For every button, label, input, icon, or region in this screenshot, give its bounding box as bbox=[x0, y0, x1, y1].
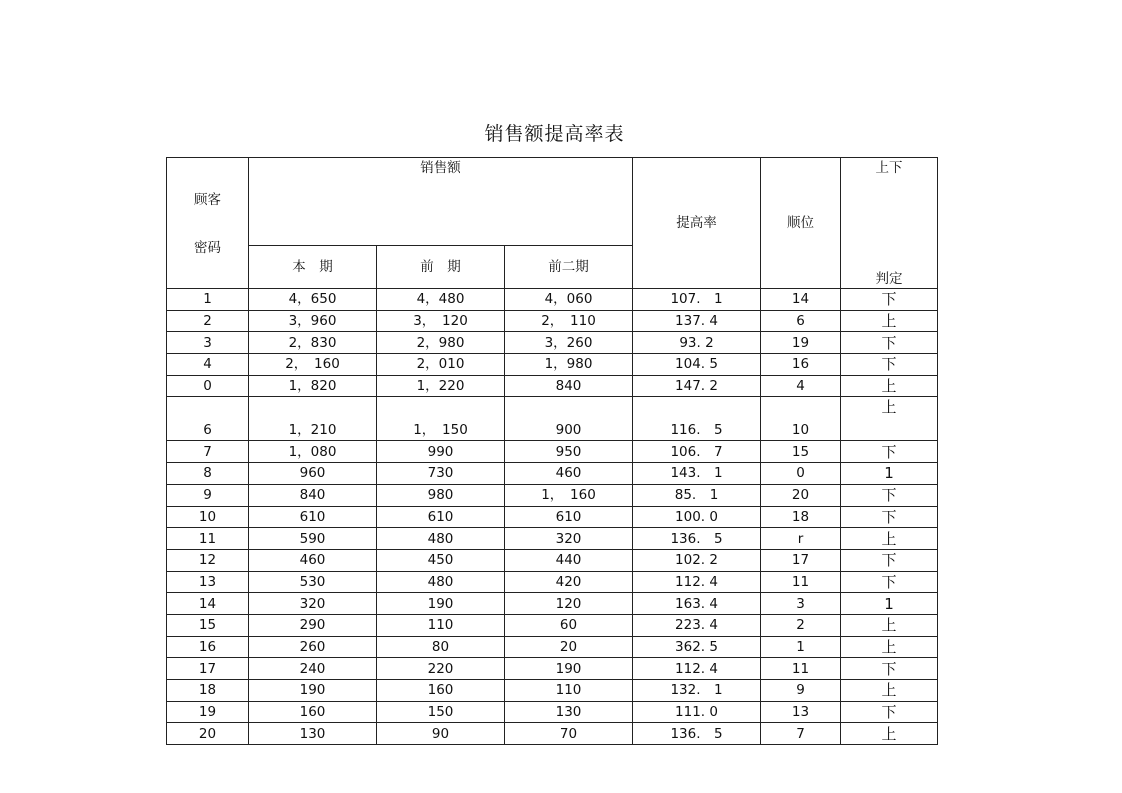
cell-customer-code: 2 bbox=[167, 310, 249, 332]
cell-current-period: 320 bbox=[249, 593, 377, 615]
cell-before-previous-period: 320 bbox=[505, 528, 633, 550]
cell-rate: 111. 0 bbox=[633, 701, 761, 723]
cell-before-previous-period: 1，980 bbox=[505, 354, 633, 376]
table-row bbox=[167, 636, 938, 658]
cell-judge: 上 bbox=[841, 528, 938, 550]
cell-customer-code: 17 bbox=[167, 658, 249, 680]
cell-judge: 下 bbox=[841, 289, 938, 311]
table-row bbox=[167, 441, 938, 463]
header-customer-code-line1: 顾客 bbox=[194, 192, 221, 208]
header-current-period: 本 期 bbox=[249, 246, 377, 289]
cell-rank: 7 bbox=[761, 723, 841, 745]
cell-rate: 112. 4 bbox=[633, 571, 761, 593]
cell-rate: 104. 5 bbox=[633, 354, 761, 376]
cell-previous-period: 4，480 bbox=[377, 289, 505, 311]
cell-customer-code: 10 bbox=[167, 506, 249, 528]
cell-current-period: 4，650 bbox=[249, 289, 377, 311]
cell-judge: 上 bbox=[841, 723, 938, 745]
header-sales: 销售额 bbox=[249, 158, 633, 246]
cell-rank: 4 bbox=[761, 375, 841, 397]
cell-before-previous-period: 20 bbox=[505, 636, 633, 658]
cell-judge: 下 bbox=[841, 549, 938, 571]
table-row bbox=[167, 571, 938, 593]
cell-current-period: 2， 160 bbox=[249, 354, 377, 376]
cell-before-previous-period: 190 bbox=[505, 658, 633, 680]
cell-previous-period: 2，980 bbox=[377, 332, 505, 354]
cell-previous-period: 90 bbox=[377, 723, 505, 745]
cell-judge: 上 bbox=[841, 614, 938, 636]
table-row bbox=[167, 680, 938, 702]
cell-customer-code: 8 bbox=[167, 463, 249, 485]
header-rank: 顺位 bbox=[761, 158, 841, 289]
cell-rate: 85. 1 bbox=[633, 484, 761, 506]
table-row bbox=[167, 463, 938, 485]
cell-customer-code: 4 bbox=[167, 354, 249, 376]
cell-judge: 下 bbox=[841, 701, 938, 723]
cell-rank: 15 bbox=[761, 441, 841, 463]
cell-judge: 下 bbox=[841, 441, 938, 463]
cell-before-previous-period: 1， 160 bbox=[505, 484, 633, 506]
cell-previous-period: 980 bbox=[377, 484, 505, 506]
cell-previous-period: 220 bbox=[377, 658, 505, 680]
cell-rate: 136. 5 bbox=[633, 528, 761, 550]
cell-judge: 下 bbox=[841, 332, 938, 354]
table-row bbox=[167, 354, 938, 376]
cell-previous-period: 1， 150 bbox=[377, 397, 505, 441]
cell-previous-period: 990 bbox=[377, 441, 505, 463]
cell-rank: 9 bbox=[761, 680, 841, 702]
cell-current-period: 3，960 bbox=[249, 310, 377, 332]
page-title: 销售额提高率表 bbox=[484, 123, 625, 145]
table-row bbox=[167, 549, 938, 571]
cell-rank: 13 bbox=[761, 701, 841, 723]
cell-before-previous-period: 420 bbox=[505, 571, 633, 593]
cell-judge: 上 bbox=[841, 310, 938, 332]
table-row bbox=[167, 484, 938, 506]
cell-judge: 下 bbox=[841, 354, 938, 376]
cell-before-previous-period: 2， 110 bbox=[505, 310, 633, 332]
cell-judge: 上 bbox=[841, 397, 938, 441]
cell-customer-code: 0 bbox=[167, 375, 249, 397]
cell-before-previous-period: 130 bbox=[505, 701, 633, 723]
cell-rate: 93. 2 bbox=[633, 332, 761, 354]
cell-customer-code: 1 bbox=[167, 289, 249, 311]
cell-before-previous-period: 900 bbox=[505, 397, 633, 441]
cell-customer-code: 19 bbox=[167, 701, 249, 723]
cell-rate: 147. 2 bbox=[633, 375, 761, 397]
table-row bbox=[167, 658, 938, 680]
cell-before-previous-period: 70 bbox=[505, 723, 633, 745]
cell-before-previous-period: 4，060 bbox=[505, 289, 633, 311]
table-row bbox=[167, 310, 938, 332]
cell-rate: 223. 4 bbox=[633, 614, 761, 636]
header-before-previous-period: 前二期 bbox=[505, 246, 633, 289]
cell-previous-period: 150 bbox=[377, 701, 505, 723]
cell-rank: 6 bbox=[761, 310, 841, 332]
cell-previous-period: 450 bbox=[377, 549, 505, 571]
cell-judge: 下 bbox=[841, 484, 938, 506]
cell-rate: 143. 1 bbox=[633, 463, 761, 485]
cell-customer-code: 11 bbox=[167, 528, 249, 550]
cell-rank: 20 bbox=[761, 484, 841, 506]
table-row bbox=[167, 593, 938, 615]
cell-rate: 116. 5 bbox=[633, 397, 761, 441]
cell-rate: 107. 1 bbox=[633, 289, 761, 311]
table-row bbox=[167, 614, 938, 636]
cell-customer-code: 7 bbox=[167, 441, 249, 463]
cell-before-previous-period: 3，260 bbox=[505, 332, 633, 354]
cell-previous-period: 190 bbox=[377, 593, 505, 615]
cell-rank: 19 bbox=[761, 332, 841, 354]
cell-before-previous-period: 840 bbox=[505, 375, 633, 397]
cell-current-period: 240 bbox=[249, 658, 377, 680]
cell-current-period: 460 bbox=[249, 549, 377, 571]
cell-rate: 132. 1 bbox=[633, 680, 761, 702]
cell-before-previous-period: 120 bbox=[505, 593, 633, 615]
cell-previous-period: 160 bbox=[377, 680, 505, 702]
cell-current-period: 1，080 bbox=[249, 441, 377, 463]
cell-current-period: 840 bbox=[249, 484, 377, 506]
cell-before-previous-period: 460 bbox=[505, 463, 633, 485]
cell-customer-code: 20 bbox=[167, 723, 249, 745]
cell-rate: 137. 4 bbox=[633, 310, 761, 332]
cell-current-period: 530 bbox=[249, 571, 377, 593]
cell-previous-period: 2，010 bbox=[377, 354, 505, 376]
cell-current-period: 160 bbox=[249, 701, 377, 723]
cell-rank: 11 bbox=[761, 571, 841, 593]
cell-current-period: 1，820 bbox=[249, 375, 377, 397]
cell-previous-period: 480 bbox=[377, 571, 505, 593]
header-previous-period: 前 期 bbox=[377, 246, 505, 289]
cell-rate: 112. 4 bbox=[633, 658, 761, 680]
cell-customer-code: 15 bbox=[167, 614, 249, 636]
cell-before-previous-period: 950 bbox=[505, 441, 633, 463]
header-judge-line1: 上下 bbox=[875, 160, 903, 176]
cell-customer-code: 6 bbox=[167, 397, 249, 441]
table-row bbox=[167, 723, 938, 745]
cell-previous-period: 730 bbox=[377, 463, 505, 485]
cell-rank: r bbox=[761, 528, 841, 550]
cell-current-period: 1，210 bbox=[249, 397, 377, 441]
cell-rate: 102. 2 bbox=[633, 549, 761, 571]
cell-judge: 上 bbox=[841, 680, 938, 702]
cell-before-previous-period: 110 bbox=[505, 680, 633, 702]
table-row bbox=[167, 506, 938, 528]
table-row bbox=[167, 375, 938, 397]
cell-judge: 上 bbox=[841, 636, 938, 658]
cell-before-previous-period: 440 bbox=[505, 549, 633, 571]
cell-customer-code: 16 bbox=[167, 636, 249, 658]
cell-current-period: 960 bbox=[249, 463, 377, 485]
cell-customer-code: 3 bbox=[167, 332, 249, 354]
sales-improvement-table bbox=[166, 157, 938, 745]
cell-previous-period: 110 bbox=[377, 614, 505, 636]
table-row bbox=[167, 332, 938, 354]
cell-rank: 3 bbox=[761, 593, 841, 615]
cell-current-period: 610 bbox=[249, 506, 377, 528]
cell-previous-period: 480 bbox=[377, 528, 505, 550]
cell-judge: 1 bbox=[841, 463, 938, 485]
cell-current-period: 130 bbox=[249, 723, 377, 745]
cell-before-previous-period: 610 bbox=[505, 506, 633, 528]
cell-previous-period: 610 bbox=[377, 506, 505, 528]
cell-judge: 下 bbox=[841, 506, 938, 528]
cell-rank: 1 bbox=[761, 636, 841, 658]
table-body bbox=[167, 289, 938, 745]
cell-customer-code: 12 bbox=[167, 549, 249, 571]
cell-judge: 上 bbox=[841, 375, 938, 397]
cell-current-period: 2，830 bbox=[249, 332, 377, 354]
cell-current-period: 590 bbox=[249, 528, 377, 550]
cell-customer-code: 13 bbox=[167, 571, 249, 593]
cell-before-previous-period: 60 bbox=[505, 614, 633, 636]
table-row bbox=[167, 528, 938, 550]
cell-judge: 下 bbox=[841, 658, 938, 680]
header-customer-code-line2: 密码 bbox=[194, 240, 221, 256]
cell-rank: 0 bbox=[761, 463, 841, 485]
cell-previous-period: 1，220 bbox=[377, 375, 505, 397]
cell-judge: 下 bbox=[841, 571, 938, 593]
header-judge bbox=[841, 158, 938, 289]
cell-rate: 100. 0 bbox=[633, 506, 761, 528]
cell-rate: 136. 5 bbox=[633, 723, 761, 745]
cell-customer-code: 14 bbox=[167, 593, 249, 615]
cell-rate: 163. 4 bbox=[633, 593, 761, 615]
cell-current-period: 190 bbox=[249, 680, 377, 702]
cell-previous-period: 3， 120 bbox=[377, 310, 505, 332]
cell-rank: 11 bbox=[761, 658, 841, 680]
cell-rank: 14 bbox=[761, 289, 841, 311]
cell-current-period: 260 bbox=[249, 636, 377, 658]
cell-customer-code: 9 bbox=[167, 484, 249, 506]
table-row bbox=[167, 701, 938, 723]
cell-rate: 106. 7 bbox=[633, 441, 761, 463]
cell-rank: 2 bbox=[761, 614, 841, 636]
cell-rank: 10 bbox=[761, 397, 841, 441]
cell-rank: 17 bbox=[761, 549, 841, 571]
cell-previous-period: 80 bbox=[377, 636, 505, 658]
cell-rank: 18 bbox=[761, 506, 841, 528]
header-rate: 提高率 bbox=[633, 158, 761, 289]
cell-rank: 16 bbox=[761, 354, 841, 376]
cell-judge: 1 bbox=[841, 593, 938, 615]
cell-current-period: 290 bbox=[249, 614, 377, 636]
table-row bbox=[167, 289, 938, 311]
table-row bbox=[167, 397, 938, 441]
header-judge-line2: 判定 bbox=[875, 271, 903, 287]
cell-customer-code: 18 bbox=[167, 680, 249, 702]
header-customer-code bbox=[167, 158, 249, 289]
cell-rate: 362. 5 bbox=[633, 636, 761, 658]
